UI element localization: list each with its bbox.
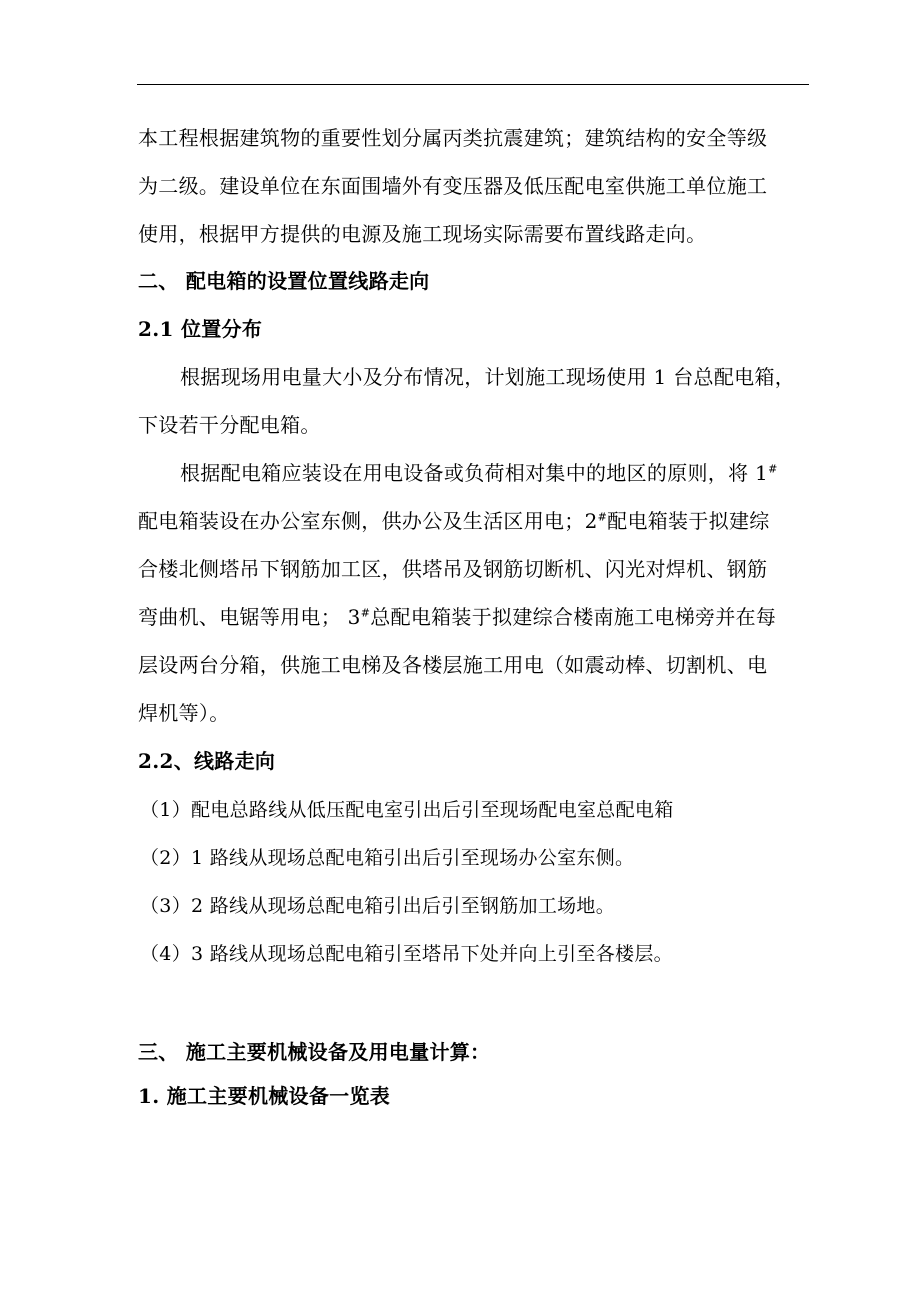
section-2-heading: 二、 配电箱的设置位置线路走向 bbox=[138, 269, 430, 293]
section-3-1-heading: 1. 施工主要机械设备一览表 bbox=[138, 1084, 391, 1108]
para2-line-5: 层设两台分箱，供施工电梯及各楼层施工用电（如震动棒、切割机、电 bbox=[138, 653, 768, 677]
para2-line-1 bbox=[180, 458, 778, 488]
para2-line-2-a: 配电箱装设在办公室东侧，供办公及生活区用电；2 bbox=[138, 509, 598, 533]
sup-mark: # bbox=[597, 510, 608, 524]
para2-line-4-b: 总配电箱装于拟建综合楼南施工电梯旁并在每 bbox=[370, 605, 777, 629]
para2-line-1-text: 根据配电箱应装设在用电设备或负荷相对集中的地区的原则，将 1 bbox=[180, 461, 769, 485]
route-item-3: （3）2 路线从现场总配电箱引出后引至钢筋加工场地。 bbox=[140, 895, 616, 917]
sup-mark: # bbox=[360, 606, 371, 620]
para2-line-4-a: 弯曲机、电锯等用电； 3 bbox=[138, 605, 361, 629]
para2-line-6: 焊机等）。 bbox=[138, 701, 230, 725]
para2-line-3: 合楼北侧塔吊下钢筋加工区，供塔吊及钢筋切断机、闪光对焊机、钢筋 bbox=[138, 557, 768, 581]
route-item-4: （4）3 路线从现场总配电箱引至塔吊下处并向上引至各楼层。 bbox=[140, 943, 673, 965]
para2-line-4 bbox=[138, 602, 776, 632]
intro-line-1: 本工程根据建筑物的重要性划分属丙类抗震建筑；建筑结构的安全等级 bbox=[138, 126, 768, 150]
sup-mark: # bbox=[768, 462, 778, 476]
para2-line-2-b: 配电箱装于拟建综 bbox=[607, 509, 770, 533]
section-2-1-heading: 2.1 位置分布 bbox=[138, 317, 263, 341]
para2-line-2 bbox=[138, 506, 770, 536]
para1-line-2: 下设若干分配电箱。 bbox=[138, 413, 321, 437]
route-item-2: （2）1 路线从现场总配电箱引出后引至现场办公室东侧。 bbox=[140, 847, 635, 869]
section-2-2-heading: 2.2、线路走向 bbox=[138, 749, 276, 773]
intro-line-3: 使用，根据甲方提供的电源及施工现场实际需要布置线路走向。 bbox=[138, 222, 707, 246]
section-3-heading: 三、 施工主要机械设备及用电量计算： bbox=[138, 1040, 491, 1064]
route-item-1: （1）配电总路线从低压配电室引出后引至现场配电室总配电箱 bbox=[140, 799, 674, 821]
intro-line-2: 为二级。建设单位在东面围墙外有变压器及低压配电室供施工单位施工 bbox=[138, 174, 768, 198]
para1-line-1: 根据现场用电量大小及分布情况，计划施工现场使用 1 台总配电箱， bbox=[180, 365, 796, 389]
header-rule bbox=[137, 84, 809, 85]
